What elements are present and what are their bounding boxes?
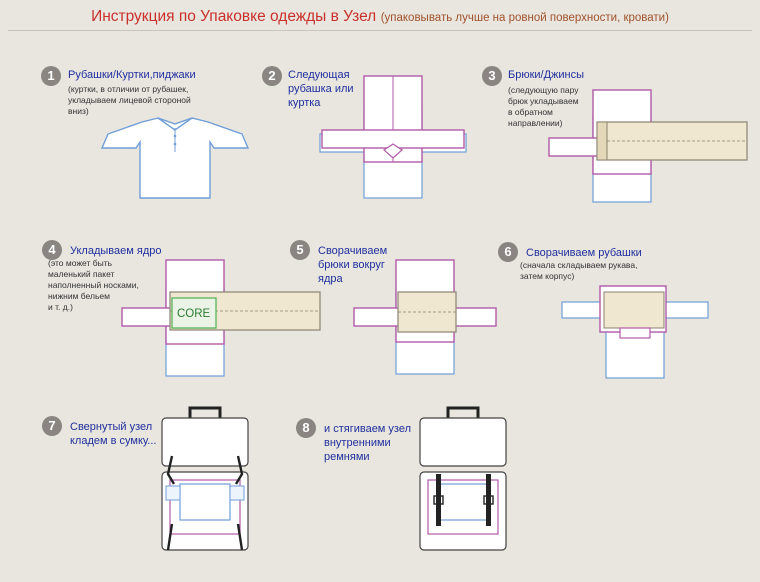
step-6-note (520, 260, 637, 282)
strapped-bag-illustration (416, 404, 511, 554)
step-8-label-line: внутренними (324, 437, 391, 449)
title-subtitle: (упаковывать лучше на ровной поверхности, кровати) (380, 12, 669, 24)
step-7-label-line: Свернутый узел (70, 421, 153, 433)
step-5-label-line: брюки вокруг (318, 259, 385, 271)
title-divider (8, 30, 752, 31)
step-5-badge: 5 (290, 240, 310, 260)
rolled-pants-illustration (350, 256, 500, 376)
step-4-note-line: и т. д.) (48, 302, 73, 312)
step-6-badge: 6 (498, 242, 518, 262)
step-3-label: Брюки/Джинсы (508, 69, 585, 81)
step-1-badge: 1 (41, 66, 61, 86)
shirt-jacket-illustration (318, 74, 468, 200)
step-3-note-line: (следующую пару (508, 85, 579, 95)
step-3-badge: 3 (482, 66, 502, 86)
page-title (0, 8, 760, 26)
step-5-label-line: ядра (318, 273, 343, 285)
shirt-illustration (100, 112, 250, 202)
step-4-note-line: (это может быть (48, 258, 113, 268)
step-2-badge: 2 (262, 66, 282, 86)
step-4-label: Укладываем ядро (70, 245, 162, 257)
step-6-note-line: (сначала складываем рукава, (520, 260, 638, 270)
step-4-note-line: наполненный носками, (48, 280, 139, 290)
pants-illustration (545, 86, 750, 204)
folded-shirts-illustration (560, 280, 710, 380)
step-3-note-line: направлении) (508, 118, 563, 128)
step-6-label: Сворачиваем рубашки (526, 247, 642, 259)
step-5-label-line: Сворачиваем (318, 245, 388, 257)
step-8-label-line: ремнями (324, 451, 370, 463)
core-illustration (118, 256, 328, 378)
step-1-note-line: вниз) (68, 106, 89, 116)
step-4-note-line: нижним бельем (48, 291, 110, 301)
step-2-label-line: Следующая (288, 69, 350, 81)
step-6-note-line: затем корпус) (520, 271, 575, 281)
open-bag-illustration (158, 404, 253, 554)
step-7-badge: 7 (42, 416, 62, 436)
step-3-note-line: в обратном (508, 107, 553, 117)
step-4-badge: 4 (42, 240, 62, 260)
step-8-label-line: и стягиваем узел (324, 423, 412, 435)
step-1-label: Рубашки/Куртки,пиджаки (68, 69, 196, 81)
step-8-label (324, 422, 411, 464)
core-text: CORE (177, 308, 211, 320)
step-4-note-line: маленький пакет (48, 269, 115, 279)
step-3-note-line: брюк укладываем (508, 96, 579, 106)
step-7-label (70, 420, 156, 448)
step-7-label-line: кладем в сумку... (70, 435, 157, 447)
step-1-note-line: (куртки, в отличии от рубашек, (68, 84, 189, 94)
step-8-badge: 8 (296, 418, 316, 438)
step-2-label-line: рубашка или (288, 83, 354, 95)
step-2-label-line: куртка (288, 97, 321, 109)
step-1-note-line: укладываем лицевой стороной (68, 95, 191, 105)
title-main: Инструкция по Упаковке одежды в Узел (91, 8, 377, 25)
